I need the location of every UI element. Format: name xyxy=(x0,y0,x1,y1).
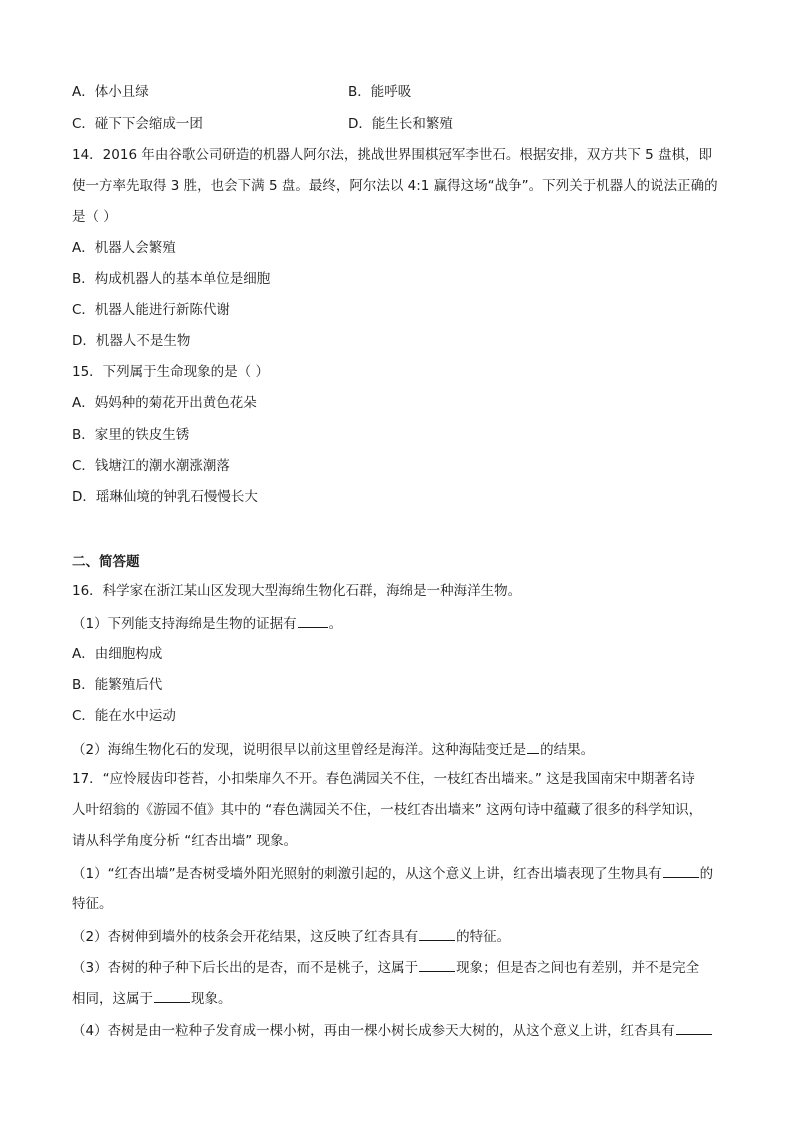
answer-blank[interactable] xyxy=(676,1020,712,1035)
q17-sub2-end: 的特征。 xyxy=(456,929,511,945)
answer-blank[interactable] xyxy=(527,739,539,754)
q14-stem-line2: 使一方率先取得 3 胜，也会下满 5 盘。最终，阿尔法以 4:1 赢得这场“战争”。下列关于机器人的说法正确的 xyxy=(72,178,718,194)
q14-option-d: D．机器人不是生物 xyxy=(72,333,191,349)
q17-sub1-line2: 特征。 xyxy=(72,896,113,912)
q17-stem-line3: 请从科学角度分析 “红杏出墙” 现象。 xyxy=(72,833,298,849)
q15-stem: 15．下列属于生命现象的是（ ） xyxy=(72,364,269,380)
q15-option-b: B．家里的铁皮生锈 xyxy=(72,427,190,443)
answer-blank[interactable] xyxy=(419,957,455,972)
q17-sub3-text: （3）杏树的种子种下后长出的是杏，而不是桃子，这属于 xyxy=(72,960,419,976)
q17-sub2-text: （2）杏树伸到墙外的枝条会开花结果，这反映了红杏具有 xyxy=(72,929,419,945)
q17-sub1 xyxy=(72,863,713,883)
q16-option-c: C．能在水中运动 xyxy=(72,708,176,724)
section-title: 二、简答题 xyxy=(72,554,140,570)
q14-stem-line3: 是（ ） xyxy=(72,209,117,225)
answer-blank[interactable] xyxy=(298,613,328,628)
q14-stem-line1: 14．2016 年由谷歌公司研造的机器人阿尔法，挑战世界围棋冠军李世石。根据安排，双方共下 5 盘棋，即 xyxy=(72,147,712,163)
q15-option-a: A．妈妈种的菊花开出黄色花朵 xyxy=(72,395,257,411)
q17-sub3-line2 xyxy=(72,988,232,1008)
q16-option-b: B．能繁殖后代 xyxy=(72,677,163,693)
q16-option-a: A．由细胞构成 xyxy=(72,646,163,662)
q17-sub1-text: （1）“红杏出墙”是杏树受墙外阳光照射的刺激引起的，从这个意义上讲，红杏出墙表现了生物具有 xyxy=(72,866,662,882)
q16-sub2-end: 的结果。 xyxy=(540,742,595,758)
q17-sub2 xyxy=(72,926,510,946)
answer-blank[interactable] xyxy=(663,863,699,878)
q13-option-c: C．碰下下会缩成一团 xyxy=(72,116,203,132)
q16-sub2 xyxy=(72,739,594,759)
answer-blank[interactable] xyxy=(154,988,190,1003)
q15-option-d: D．瑶琳仙境的钟乳石慢慢长大 xyxy=(72,489,258,505)
q17-stem-line1: 17．“应怜屐齿印苍苔，小扣柴扉久不开。春色满园关不住，一枝红杏出墙来。” 这是我国南宋中期著名诗 xyxy=(72,771,695,787)
q15-option-c: C．钱塘江的潮水潮涨潮落 xyxy=(72,458,230,474)
q16-sub1 xyxy=(72,613,342,633)
q17-sub3 xyxy=(72,957,699,977)
q13-option-d: D．能生长和繁殖 xyxy=(348,116,453,132)
q17-stem-line2: 人叶绍翁的《游园不值》其中的 “春色满园关不住，一枝红杏出墙来” 这两句诗中蕴藏了很多的科学知识， xyxy=(72,802,703,818)
q17-sub3-line2-text: 相同，这属于 xyxy=(72,991,153,1007)
q17-sub4 xyxy=(72,1020,713,1040)
q14-option-b: B．构成机器人的基本单位是细胞 xyxy=(72,271,271,287)
answer-blank[interactable] xyxy=(419,926,455,941)
q14-option-a: A．机器人会繁殖 xyxy=(72,240,176,256)
q16-stem: 16．科学家在浙江某山区发现大型海绵生物化石群，海绵是一种海洋生物。 xyxy=(72,583,522,599)
q16-sub1-text: （1）下列能支持海绵是生物的证据有 xyxy=(72,616,297,632)
q16-sub1-end: 。 xyxy=(328,616,343,632)
q13-option-b: B．能呼吸 xyxy=(348,84,412,100)
q17-sub1-end: 的 xyxy=(699,866,714,882)
q17-sub3-line2-end: 现象。 xyxy=(191,991,232,1007)
q16-sub2-text: （2）海绵生物化石的发现，说明很早以前这里曾经是海洋。这种海陆变迁是 xyxy=(72,742,527,758)
q17-sub3-mid: 现象；但是杏之间也有差别，并不是完全 xyxy=(456,960,700,976)
q14-option-c: C．机器人能进行新陈代谢 xyxy=(72,302,230,318)
q13-option-a: A．体小且绿 xyxy=(72,84,149,100)
q17-sub4-text: （4）杏树是由一粒种子发育成一棵小树，再由一棵小树长成参天大树的，从这个意义上讲，红杏具有 xyxy=(72,1023,675,1039)
